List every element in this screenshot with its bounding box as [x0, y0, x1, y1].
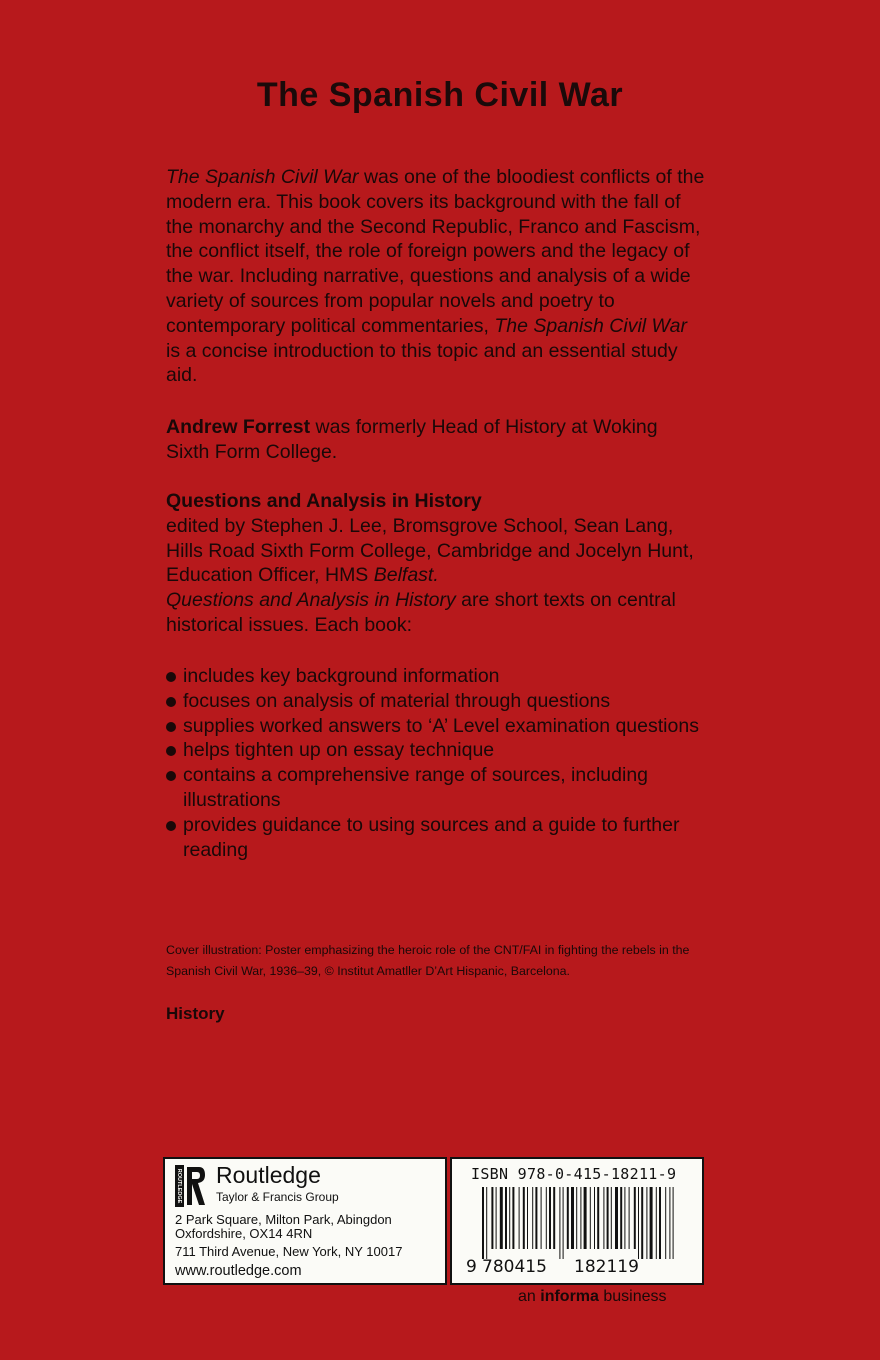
intro-italic-title-2: The Spanish Civil War — [494, 314, 687, 337]
series-desc: are short texts on central historical issues. Each book: — [166, 589, 676, 636]
barcode-bar — [546, 1187, 547, 1249]
barcode-bar — [580, 1187, 581, 1249]
barcode-bar — [620, 1187, 622, 1249]
bullet-icon — [166, 697, 176, 707]
series-desc-italic: Questions and Analysis in History — [166, 589, 456, 612]
barcode-digits-left: 780415 — [482, 1257, 547, 1277]
intro-italic-title: The Spanish Civil War — [166, 166, 359, 188]
barcode-bar — [629, 1187, 630, 1249]
publisher-name: Routledge — [216, 1162, 321, 1188]
series-paragraph — [166, 489, 706, 638]
barcode-bar — [641, 1187, 643, 1259]
author-paragraph — [166, 415, 706, 465]
barcode-bar — [532, 1187, 533, 1249]
barcode-bar — [607, 1187, 609, 1249]
barcode-bar — [650, 1187, 653, 1259]
list-item: provides guidance to using sources and a guide to further reading — [166, 813, 706, 863]
barcode-bar — [553, 1187, 555, 1249]
barcode-bar — [603, 1187, 604, 1249]
list-item: helps tighten up on essay technique — [166, 738, 706, 763]
publisher-box — [163, 1157, 447, 1285]
publisher-address-uk: 2 Park Square, Milton Park, Abingdon Oxfordshire, OX14 4RN — [175, 1212, 392, 1241]
list-item: focuses on analysis of material through questions — [166, 689, 706, 714]
series-ship: Belfast. — [373, 564, 439, 587]
series-heading: Questions and Analysis in History — [166, 490, 482, 512]
barcode-bar — [509, 1187, 510, 1249]
barcode-digits-right: 182119 — [574, 1257, 639, 1277]
barcode-digit-first: 9 — [466, 1257, 477, 1277]
barcode-bar — [523, 1187, 525, 1249]
author-name: Andrew Forrest — [166, 416, 311, 438]
barcode-bar — [496, 1187, 497, 1249]
barcode-icon — [466, 1187, 688, 1259]
barcode-bar — [634, 1187, 636, 1249]
list-item: includes key background information — [166, 664, 706, 689]
barcode-bar — [646, 1187, 647, 1259]
barcode-bar — [638, 1187, 639, 1259]
list-item: contains a comprehensive range of sources, including illustrations — [166, 763, 706, 813]
isbn-box — [450, 1157, 704, 1285]
subject-category: History — [166, 1004, 225, 1023]
barcode-bar — [624, 1187, 625, 1249]
bullet-icon — [166, 672, 176, 682]
barcode-bar — [656, 1187, 657, 1259]
barcode-bar — [482, 1187, 484, 1259]
publisher-address-us: 711 Third Avenue, New York, NY 10017 — [175, 1244, 403, 1259]
informa-tagline: an informa business — [518, 1288, 667, 1305]
routledge-logo-icon — [175, 1165, 205, 1207]
logo-text: ROUTLEDGE — [176, 1168, 183, 1204]
barcode-bar — [567, 1187, 569, 1249]
barcode-bar — [571, 1187, 574, 1249]
barcode-bar — [590, 1187, 591, 1249]
barcode-bar — [559, 1187, 560, 1259]
barcode-bar — [535, 1187, 537, 1249]
bullet-icon — [166, 722, 176, 732]
barcode-bar — [659, 1187, 661, 1259]
publisher-group: Taylor & Francis Group — [216, 1190, 339, 1204]
barcode-bar — [615, 1187, 618, 1249]
barcode-bar — [563, 1187, 564, 1259]
barcode-bar — [549, 1187, 551, 1249]
bullet-icon — [166, 746, 176, 756]
barcode-bar — [665, 1187, 666, 1259]
barcode-bar — [597, 1187, 599, 1249]
intro-text-2: is a concise introduction to this topic and an essential study aid. — [166, 339, 678, 387]
barcode-bar — [512, 1187, 514, 1249]
series-editors: edited by Stephen J. Lee, Bromsgrove School, Sean Lang, Hills Road Sixth Form College, Cambridge and Jocelyn Hunt, Education Officer, HMS — [166, 514, 694, 587]
book-title: The Spanish Civil War — [256, 76, 624, 114]
intro-text-1: was one of the bloodiest conflicts of the modern era. This book covers its background with the fall of the monarchy and the Second Republic, Franco and Fascism, the conflict itself, the role of foreign powers and the legacy of the war. Including narrative, questions and analysis of a wide variety of sources from popular novels and poetry to contemporary political commentaries, — [166, 166, 705, 337]
barcode-bar — [486, 1187, 487, 1259]
publisher-url: www.routledge.com — [175, 1263, 302, 1279]
barcode-bar — [669, 1187, 670, 1259]
barcode-bar — [594, 1187, 595, 1249]
author-bio: was formerly Head of History at Woking Sixth Form College. — [166, 416, 658, 463]
barcode-bar — [576, 1187, 577, 1249]
barcode-bar — [673, 1187, 674, 1259]
barcode-bar — [491, 1187, 493, 1249]
bullet-icon — [166, 821, 176, 831]
feature-list — [166, 664, 706, 862]
isbn-number: ISBN 978-0-415-18211-9 — [471, 1165, 677, 1183]
list-item: supplies worked answers to ‘A’ Level examination questions — [166, 714, 706, 739]
barcode-bar — [584, 1187, 587, 1249]
informa-brand: informa — [540, 1288, 599, 1305]
barcode-bar — [519, 1187, 520, 1249]
intro-paragraph — [166, 165, 706, 388]
cover-credit: Cover illustration: Poster emphasizing the heroic role of the CNT/FAI in fighting the rebels in the Spanish Civil War, 1936–39, © Institut Amatller D’Art Hispanic, Barcelona. — [166, 943, 690, 978]
bullet-icon — [166, 771, 176, 781]
barcode-bar — [541, 1187, 542, 1249]
barcode-bar — [500, 1187, 503, 1249]
barcode-bar — [527, 1187, 528, 1249]
barcode-digits — [466, 1257, 639, 1277]
barcode-bar — [611, 1187, 612, 1249]
barcode-bar — [505, 1187, 507, 1249]
